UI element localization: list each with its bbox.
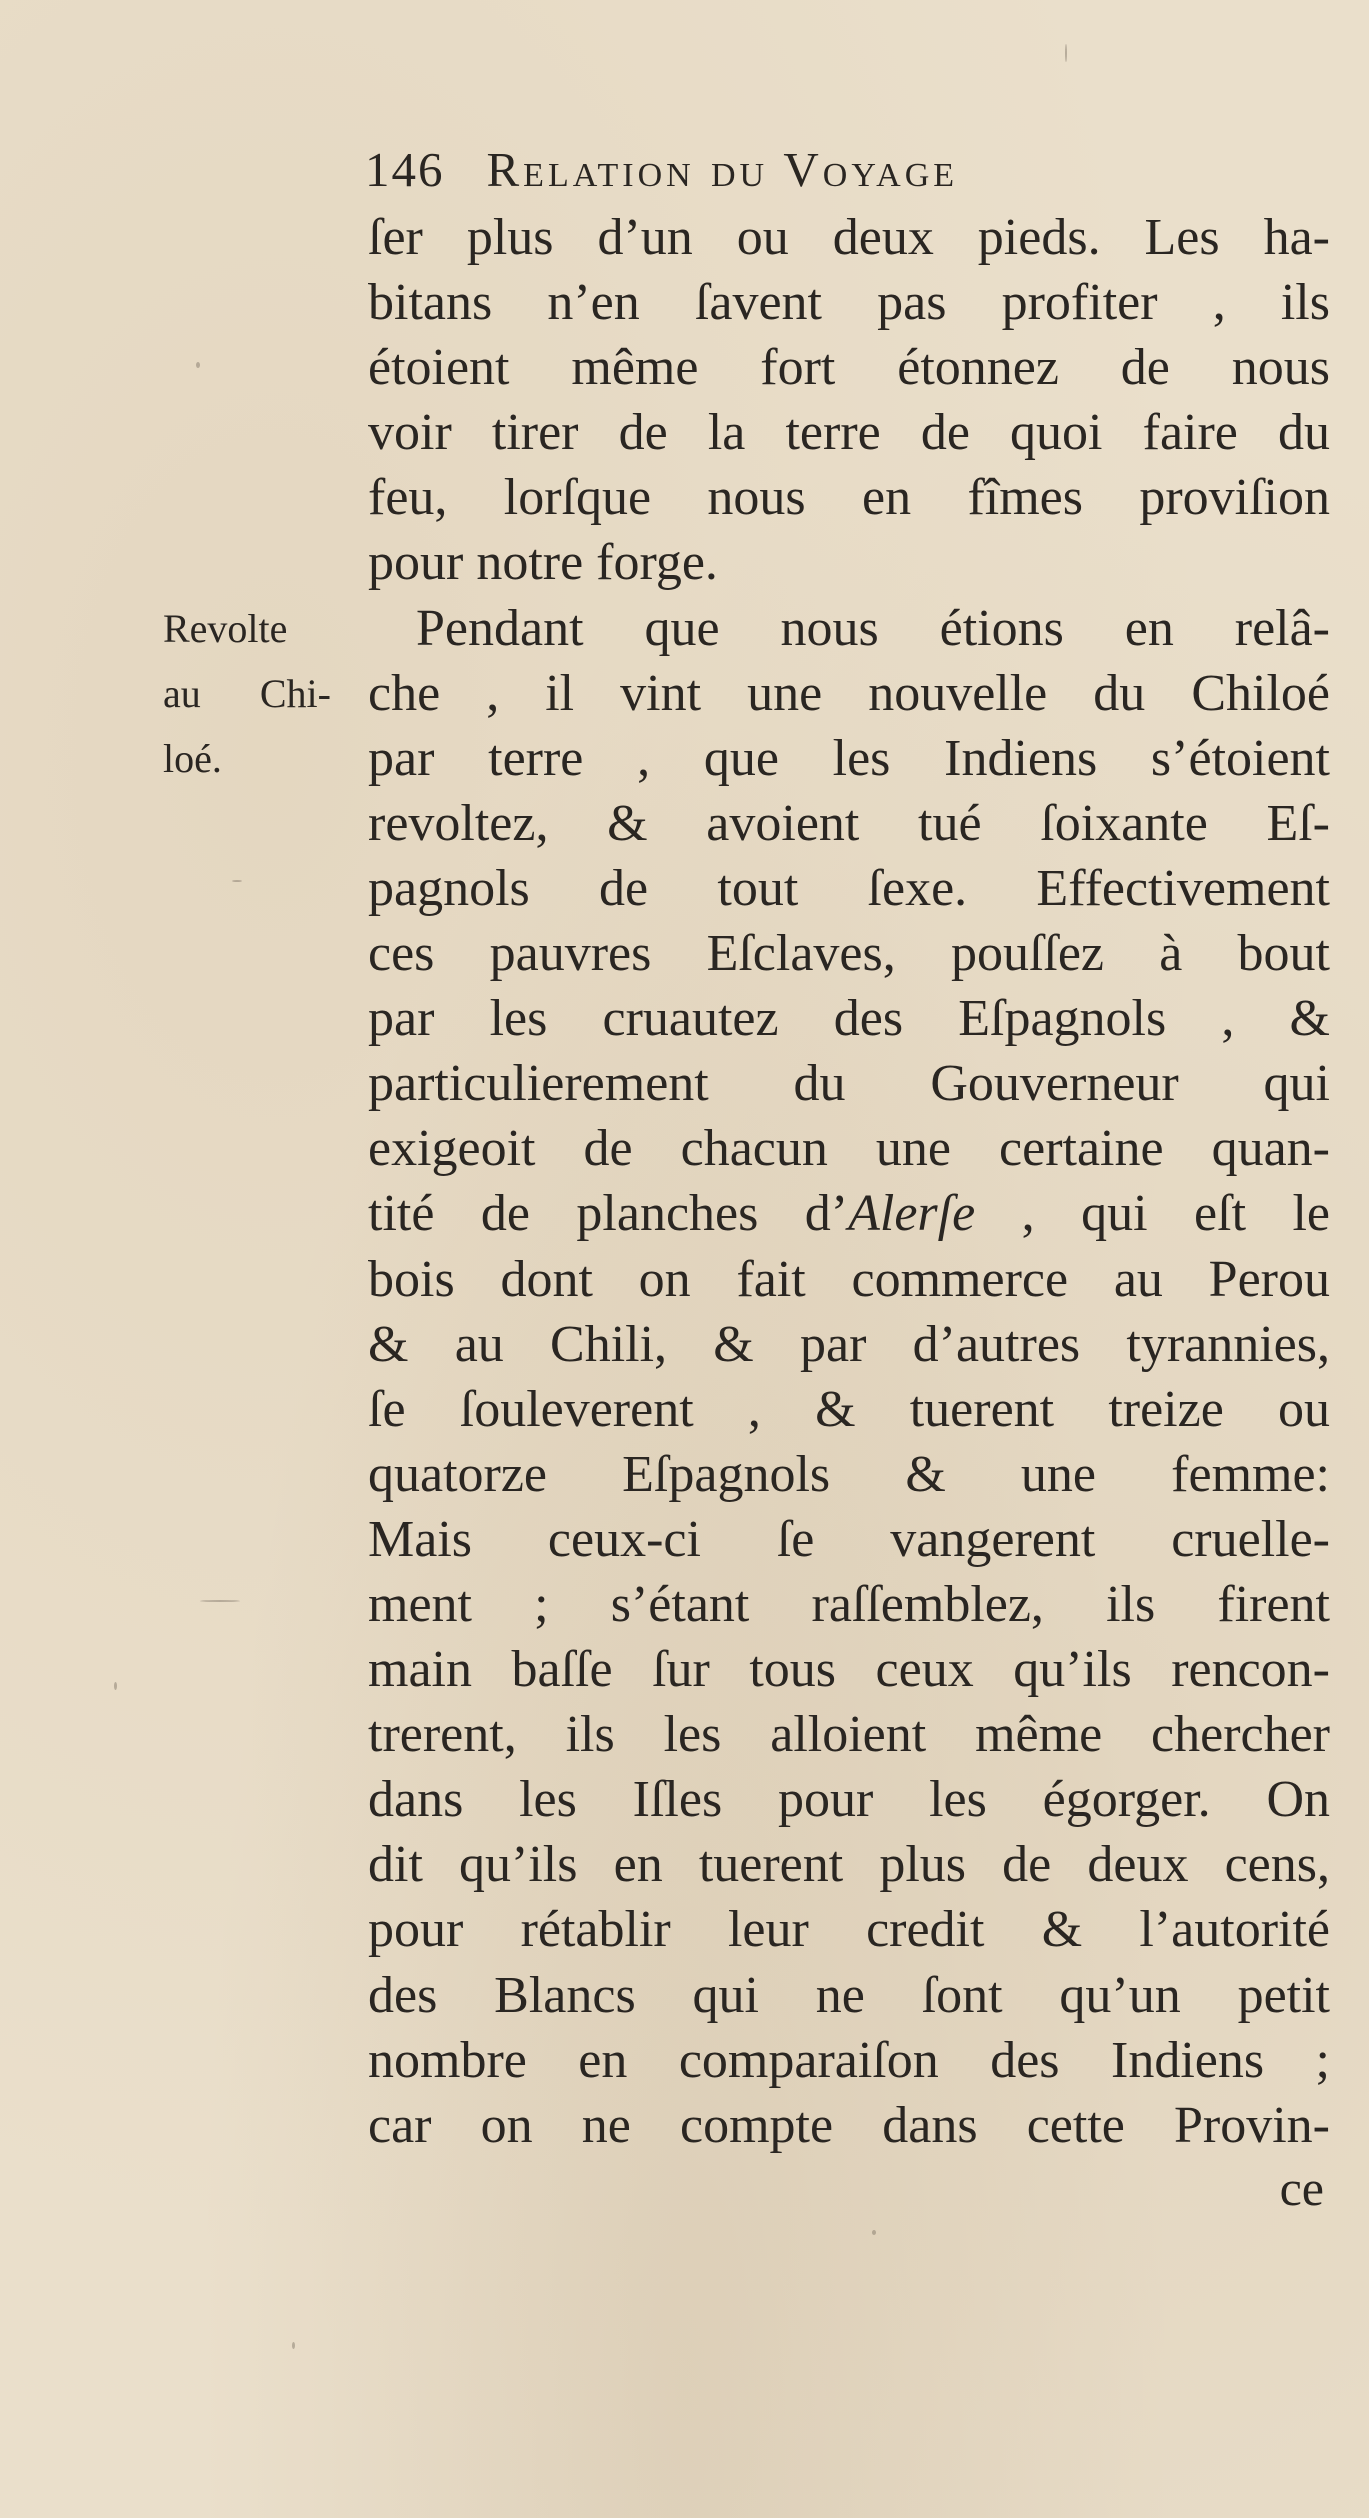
speck	[232, 880, 242, 882]
text-line: exigeoit de chacun une certaine quan-	[368, 1120, 1330, 1178]
margin-note-line-3: loé.	[163, 736, 222, 782]
text-line: feu, lorſque nous en fîmes proviſion	[368, 469, 1330, 527]
text-line: car on ne compte dans cette Provin-	[368, 2096, 1330, 2154]
margin-note-line-2	[163, 661, 331, 726]
text-line: bitans n’en ſavent pas profiter , ils	[368, 274, 1330, 332]
speck	[872, 2230, 876, 2235]
text-line: des Blancs qui ne ſont qu’un petit	[368, 1966, 1330, 2024]
text-line: pagnols de tout ſexe. Effectivement	[368, 859, 1330, 917]
text-line-tail: , qui eſt le	[975, 1185, 1331, 1243]
running-title: Relation du Voyage	[486, 142, 959, 197]
text-line-head: tité de planches d’	[368, 1185, 849, 1243]
speck	[200, 1600, 240, 1602]
text-line: ment ; s’étant raſſemblez, ils firent	[368, 1575, 1330, 1633]
text-line-with-italic	[368, 1181, 1330, 1246]
text-line: main baſſe ſur tous ceux qu’ils rencon-	[368, 1641, 1330, 1699]
text-line: par terre , que les Indiens s’étoient	[368, 729, 1330, 787]
text-line: dans les Iſles pour les égorger. On	[368, 1771, 1330, 1829]
text-line: ſer plus d’un ou deux pieds. Les ha-	[368, 209, 1330, 266]
text-line: & au Chili, & par d’autres tyrannies,	[368, 1315, 1330, 1373]
text-line: Mais ceux-ci ſe vangerent cruelle-	[368, 1510, 1330, 1568]
text-line: revoltez, & avoient tué ſoixante Eſ-	[368, 794, 1330, 852]
text-line: voir tirer de la terre de quoi faire du	[368, 404, 1330, 462]
text-line: che , il vint une nouvelle du Chiloé	[368, 664, 1330, 722]
speck	[196, 362, 200, 368]
speck	[1065, 44, 1067, 62]
body-text	[368, 205, 1330, 2218]
text-line: ces pauvres Eſclaves, pouſſez à bout	[368, 925, 1330, 983]
text-line: pour notre forge.	[368, 534, 718, 592]
text-line: étoient même fort étonnez de nous	[368, 339, 1330, 397]
text-line: bois dont on fait commerce au Perou	[368, 1250, 1330, 1308]
margin-note-line-2a: au	[163, 671, 201, 717]
speck	[114, 1682, 117, 1690]
text-line: trerent, ils les alloient même chercher	[368, 1706, 1330, 1764]
text-line: quatorze Eſpagnols & une femme:	[368, 1445, 1330, 1503]
margin-note-line-2b: Chi-	[259, 671, 331, 717]
text-line: dit qu’ils en tuerent plus de deux cens,	[368, 1836, 1330, 1894]
text-line: pour rétablir leur credit & l’autorité	[368, 1901, 1330, 1959]
text-line: particulierement du Gouverneur qui	[368, 1055, 1330, 1113]
text-line: nombre en comparaiſon des Indiens ;	[368, 2031, 1330, 2089]
margin-note	[163, 596, 333, 791]
catchword: ce	[1279, 2159, 1324, 2216]
text-line: Pendant que nous étions en relâ-	[416, 599, 1330, 657]
text-line: par les cruautez des Eſpagnols , &	[368, 990, 1330, 1048]
running-head	[365, 140, 1325, 200]
margin-note-line-1: Revolte	[163, 606, 288, 651]
speck	[292, 2342, 295, 2349]
page-number: 146	[365, 142, 445, 197]
text-line: ſe ſouleverent , & tuerent treize ou	[368, 1380, 1330, 1438]
italic-word: Alerſe	[848, 1185, 976, 1243]
